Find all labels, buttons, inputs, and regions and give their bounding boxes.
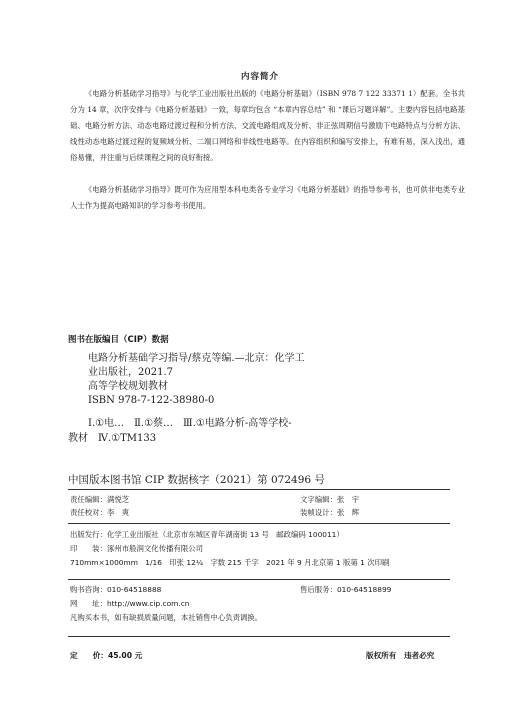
cip-heading: 图书在版编目（CIP）数据 — [68, 335, 169, 345]
intro-paragraph-1: 《电路分析基础学习指导》与化学工业出版社出版的《电路分析基础》（ISBN 978 7 122 33371 1）配套。全书共分为 14 章，次序安排与《电路分析基础》一致，每章均包含 “本章内容总结” 和 “课后习题详解”。主要内容包括电路基础、电路分析方法、动态电路过渡过程和分析方法、交流电路组成及分析、非正弦周期信号激励下电路特点与分析方法、线性动态电路过渡过程的复频域分析、二端口网络和非线性电路等。在内容组织和编写安排上，有难有易，深入浅出，通俗易懂，并注重与后续课程之间的良好衔接。 — [70, 89, 465, 162]
price: 定 价：45.00 元 — [70, 651, 143, 660]
cip-line-5: Ⅰ.①电… Ⅱ.①蔡… Ⅲ.①电路分析-高等学校- — [88, 418, 292, 429]
divider — [68, 579, 450, 580]
website: 网 址：http://www.cip.com.cn — [70, 599, 190, 608]
intro-paragraph-2: 《电路分析基础学习指导》既可作为应用型本科电类各专业学习《电路分析基础》的指导参考书，也可供非电类专业人士作为提高电路知识的学习参考书使用。 — [70, 185, 465, 210]
cip-catalog-number: 中国版本图书馆 CIP 数据核字（2021）第 072496 号 — [68, 474, 325, 486]
quality-notice: 凡购买本书，如有缺损质量问题，本社销售中心负责调换。 — [70, 613, 263, 622]
purchase-hotline: 购书咨询：010-64518888 — [70, 585, 162, 594]
cip-line-3: 高等学校规划教材 — [88, 381, 168, 392]
text-editor: 文字编辑：张 宇 — [300, 495, 360, 504]
cover-designer: 装帧设计：张 辉 — [300, 508, 360, 517]
publisher-info: 出版发行：化学工业出版社（北京市东城区青年湖南街 13 号 邮政编码 100011） — [70, 530, 344, 539]
printer-info: 印 装：涿州市般润文化传播有限公司 — [70, 544, 204, 553]
cip-line-1: 电路分析基础学习指导/蔡克等编.—北京：化学工 — [88, 353, 305, 364]
copyright-notice: 版权所有 违者必究 — [366, 651, 435, 660]
cip-line-6: 教材 Ⅳ.①TM133 — [68, 433, 157, 444]
responsible-proofreader: 责任校对：李 爽 — [70, 508, 130, 517]
intro-title: 内容简介 — [240, 72, 279, 82]
divider — [68, 523, 450, 524]
print-specs: 710mm×1000mm 1/16 印张 12¼ 字数 215 千字 2021 年 9 月北京第 1 版第 1 次印刷 — [70, 558, 390, 567]
responsible-editor: 责任编辑：满悦芝 — [70, 495, 130, 504]
after-sales-hotline: 售后服务：010-64518899 — [300, 585, 392, 594]
divider — [68, 636, 450, 637]
divider — [68, 489, 450, 490]
cip-line-2: 业出版社，2021.7 — [88, 367, 173, 378]
cip-line-4: ISBN 978-7-122-38980-0 — [88, 395, 215, 406]
